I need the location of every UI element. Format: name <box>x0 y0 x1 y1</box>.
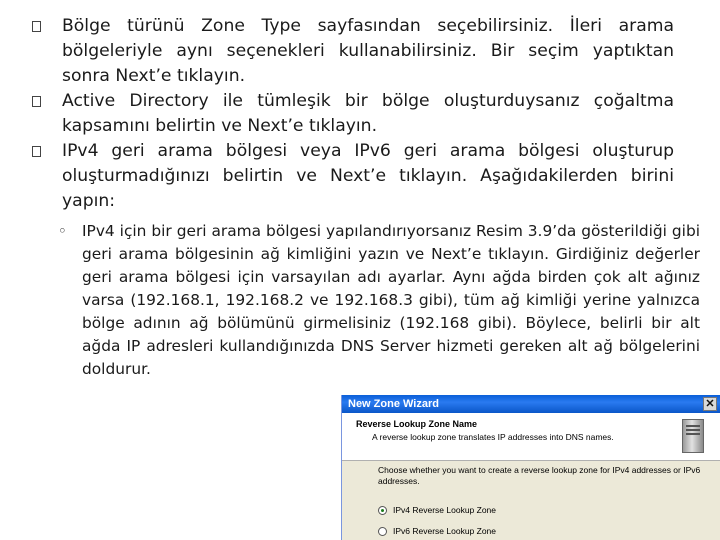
sub-bullet-text: IPv4 için bir geri arama bölgesi yapılandırıyorsanız Resim 3.9’da gösterildiği gibi geri arama bölgesinin ağ kimliğini yazın ve Next’e tıklayın. Girdiğiniz değerler geri arama bölgesi için varsayılan adı ayarlar. Aynı ağda birden çok alt ağınız varsa (192.168.1, 192.168.2 ve 192.168.3 gibi), tüm ağ kimliği yerine yalnızca bölge adının ağ bölümünü girmelisiniz (192.168 gibi). Böylece, belirli bir alt ağda IP adresleri kullandığınızda DNS Server hizmeti gereken alt ağ bölgelerini doldurur. <box>82 222 700 378</box>
bullet-text: Bölge türünü Zone Type sayfasından seçebilirsiniz. İleri arama bölgeleriyle aynı seçenekleri kullanabilirsiniz. Bir seçim yaptıktan sonra Next’e tıklayın. <box>62 16 674 86</box>
radio-icon[interactable] <box>378 527 387 536</box>
wizard-header <box>342 413 720 461</box>
wizard-header-subtitle: A reverse lookup zone translates IP addresses into DNS names. <box>372 432 614 442</box>
bullet-item <box>32 14 674 89</box>
sub-bullet-item <box>58 220 700 381</box>
bullet-list <box>32 14 700 381</box>
radio-selected-icon[interactable] <box>378 506 387 515</box>
new-zone-wizard-screenshot <box>341 395 720 540</box>
wizard-header-title: Reverse Lookup Zone Name <box>356 419 478 429</box>
circle-bullet-icon: ◦ <box>58 222 67 240</box>
radio-label: IPv4 Reverse Lookup Zone <box>393 505 497 515</box>
wizard-description: Choose whether you want to create a reverse lookup zone for IPv4 addresses or IPv6 addresses. <box>378 465 701 486</box>
wizard-title: New Zone Wizard <box>348 398 439 410</box>
ipv4-reverse-zone-option[interactable] <box>378 505 496 515</box>
square-bullet-icon <box>32 96 41 107</box>
square-bullet-icon <box>32 146 41 157</box>
bullet-item <box>32 139 674 214</box>
square-bullet-icon <box>32 21 41 32</box>
wizard-title-bar <box>342 395 720 413</box>
bullet-text: Active Directory ile tümleşik bir bölge oluşturduysanız çoğaltma kapsamını belirtin ve Next’e tıklayın. <box>62 91 674 136</box>
server-icon <box>682 419 704 453</box>
close-icon[interactable]: ✕ <box>703 397 717 411</box>
bullet-item <box>32 89 674 139</box>
radio-label: IPv6 Reverse Lookup Zone <box>393 526 497 536</box>
bullet-text: IPv4 geri arama bölgesi veya IPv6 geri arama bölgesi oluşturup oluşturmadığınızı belirtin ve Next’e tıklayın. Aşağıdakilerden birini yapın: <box>62 141 674 211</box>
sub-bullet-list <box>32 220 700 381</box>
ipv6-reverse-zone-option[interactable] <box>378 526 496 536</box>
